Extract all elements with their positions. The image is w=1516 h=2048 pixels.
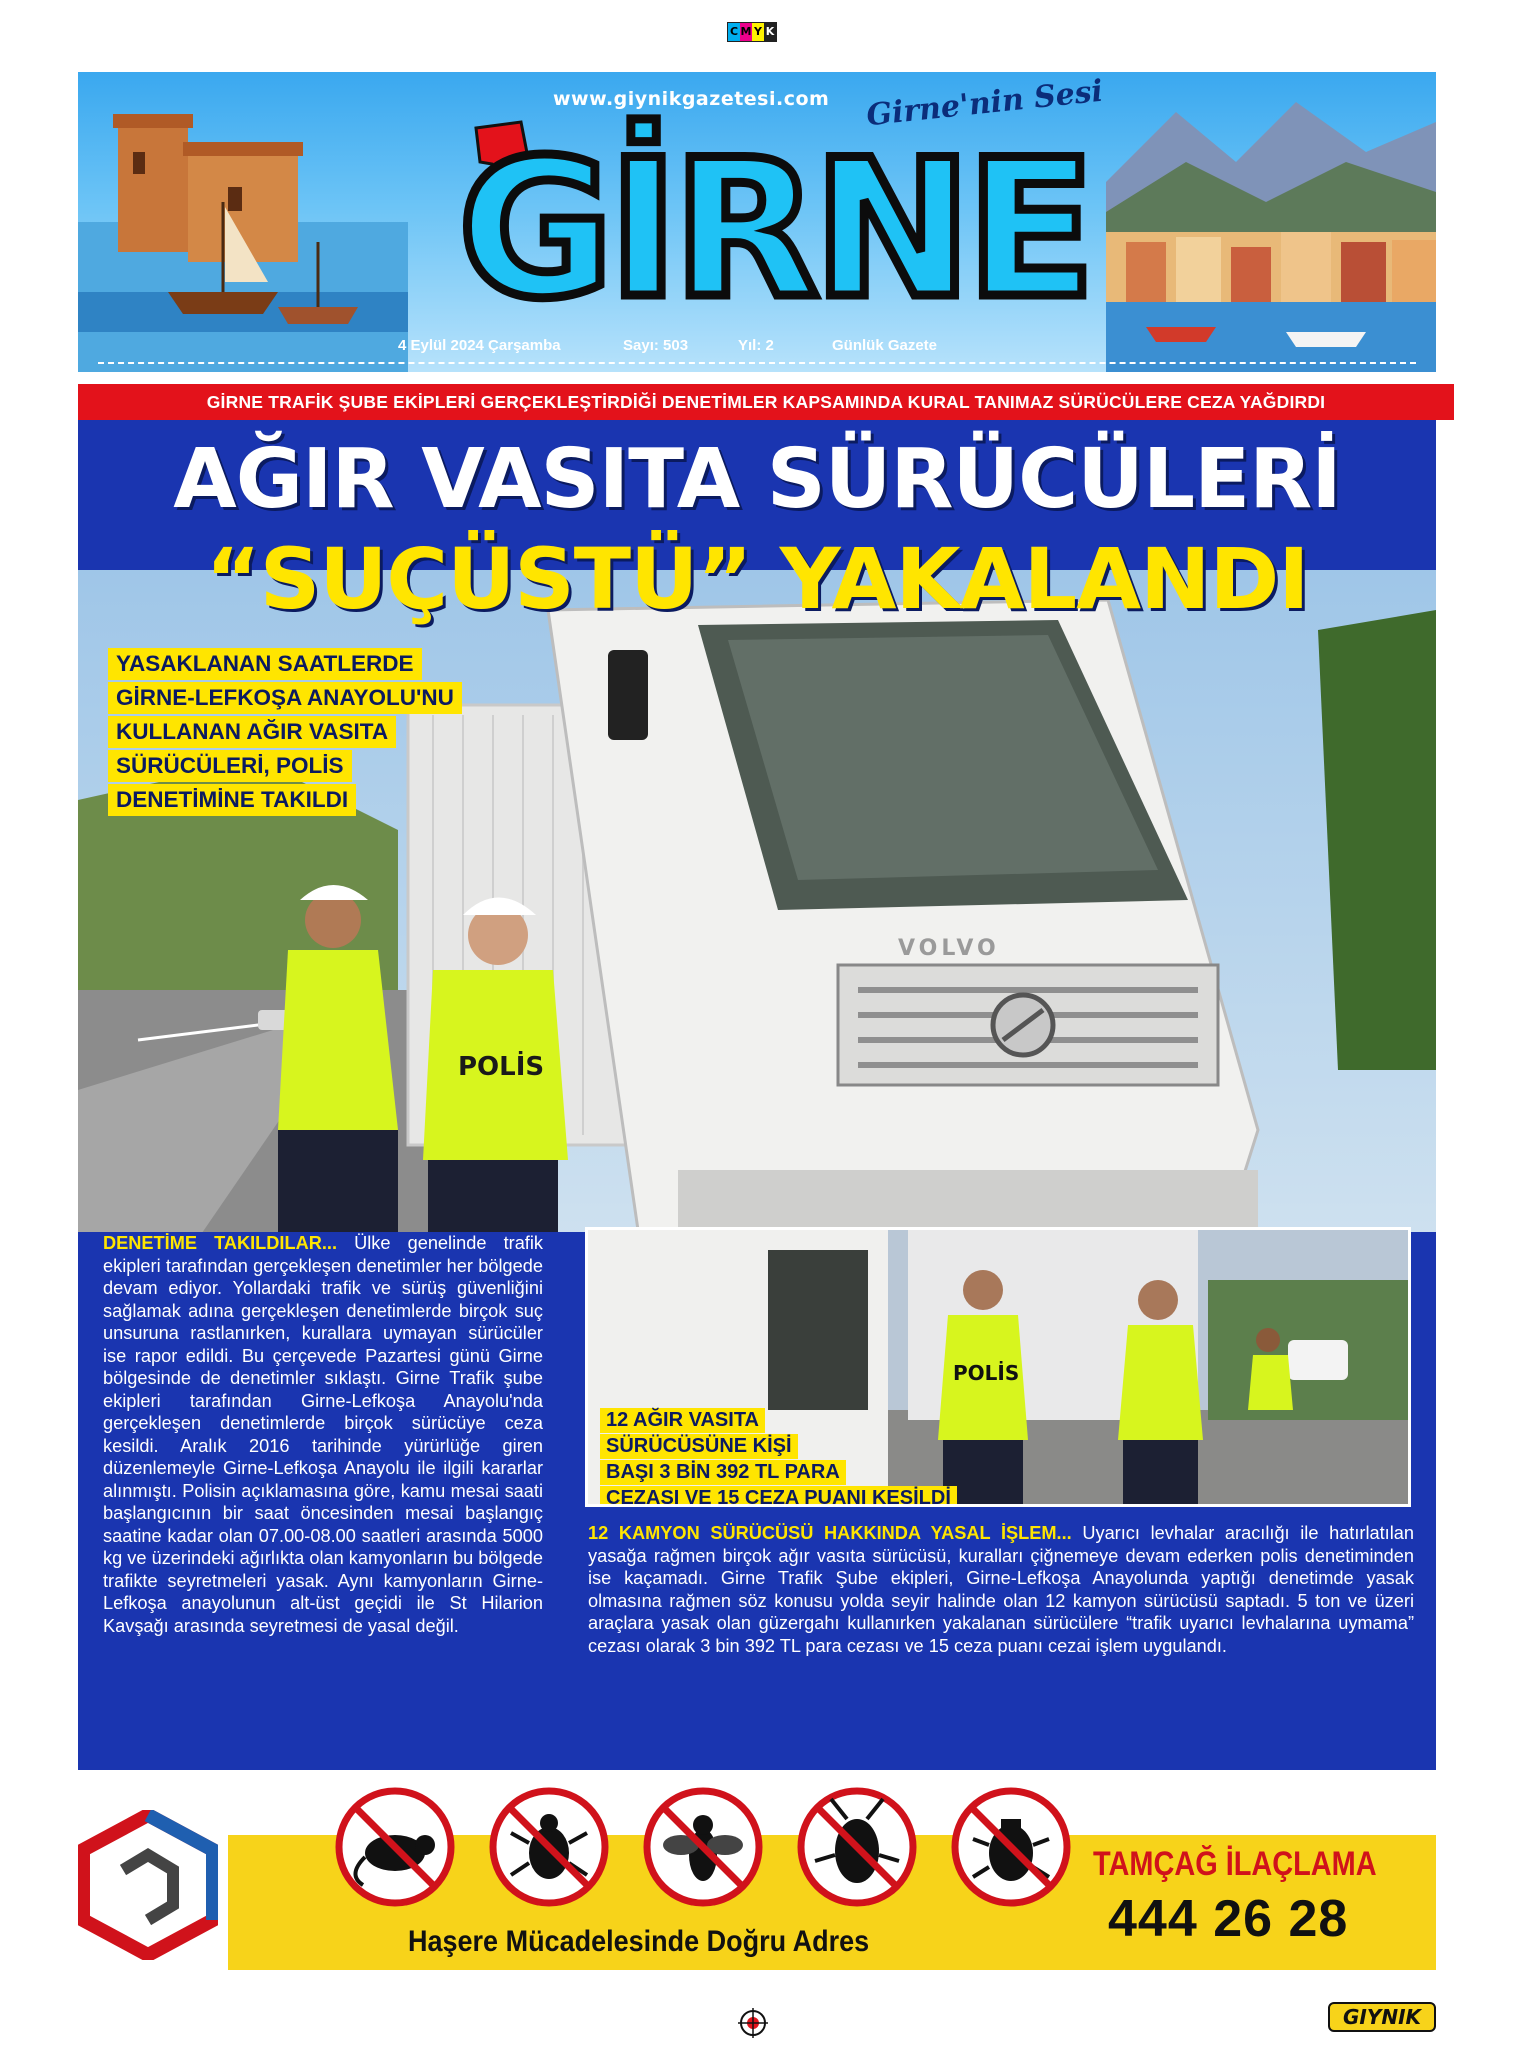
subheadline-line: KULLANAN AĞIR VASITA (108, 716, 396, 748)
headline-line-1: AĞIR VASITA SÜRÜCÜLERİ (173, 432, 1341, 527)
subheadline (108, 648, 462, 818)
right-article-lead: 12 KAMYON SÜRÜCÜSÜ HAKKINDA YASAL İŞLEM... (588, 1523, 1072, 1543)
logo-text: GİRNE (458, 119, 1090, 340)
company-logo-icon (78, 1810, 218, 1960)
inset-caption-line: CEZASI VE 15 CEZA PUANI KESİLDİ (600, 1486, 957, 1507)
ad-slogan: Haşere Mücadelesinde Doğru Adres (408, 1925, 870, 1958)
site-url[interactable]: www.giynikgazetesi.com (553, 88, 830, 110)
issue-year: Yıl: 2 (738, 337, 774, 354)
inset-vest-text: POLİS (953, 1361, 1020, 1385)
subheadline-line: GİRNE-LEFKOŞA ANAYOLU'NU (108, 682, 462, 714)
rat-icon (333, 1785, 457, 1909)
pest-icons (333, 1785, 1073, 1909)
left-article-text: Ülke genelinde trafik ekipleri tarafından gerçekleşen denetimler her bölgede devam ediyor. Yollardaki trafik ve sürüş güvenliğini sağlamak adına gerçekleşen denetimlerde birçok suç unsuruna rastlanırken, kurallara uymayan sürücüler ise rapor edildi. Bu çerçevede Pazartesi günü Girne bölgesinde de denetimler sıklaştı. Girne Trafik şube ekipleri tarafından Girne-Lefkoşa Anayolu'nda gerçekleşen denetimlerde birçok sürücüye ceza kesildi. Aralık 2016 tarihinde yürürlüğe giren düzenlemeyle Girne-Lefkoşa Anayolu ile ilgili kararlar alınmıştı. Polisin açıklamasına göre, kamu mesai saati başlangıcının bir saat öncesinden mesai başlangıç saatine kadar olan 07.00-08.00 saatleri arasında 5000 kg ve üzerindeki ağırlıkta olan kamyonların bu bölgede trafikte seyretmeleri yasak. Aynı kamyonların Girne-Lefkoşa anayolunun alt-üst geçidi ile St Hilarion Kavşağı arasında seyretmesi de yasal değil. (103, 1233, 543, 1636)
article-body (78, 1232, 1436, 1770)
cmyk-k: K (764, 23, 776, 41)
hero-section (78, 420, 1436, 1232)
headline-line-2: “SUÇÜSTÜ” YAKALANDI (205, 530, 1309, 628)
subheadline-line: YASAKLANAN SAATLERDE (108, 648, 422, 680)
inset-caption-line: 12 AĞIR VASITA (600, 1408, 765, 1433)
castle-painting (78, 92, 408, 372)
registration-mark-icon (738, 2008, 768, 2038)
advertisement[interactable] (78, 1785, 1436, 1970)
subheadline-line: DENETİMİNE TAKILDI (108, 784, 356, 816)
inset-caption-line: SÜRÜCÜSÜNE KİŞİ (600, 1434, 798, 1459)
right-article (588, 1522, 1414, 1657)
dashed-divider (98, 362, 1416, 364)
tick-icon (487, 1785, 611, 1909)
ad-brand: TAMÇAĞ İLAÇLAMA (1093, 1845, 1377, 1883)
inset-photo (585, 1227, 1411, 1507)
left-article (103, 1232, 543, 1637)
cmyk-strip (727, 22, 777, 42)
fly-icon (641, 1785, 765, 1909)
cmyk-m: M (740, 23, 752, 41)
cmyk-c: C (728, 23, 740, 41)
issue-date: 4 Eylül 2024 Çarşamba (398, 337, 561, 354)
truck-brand-text: VOLVO (898, 936, 1000, 961)
inset-caption (600, 1408, 957, 1507)
inset-caption-line: BAŞI 3 BİN 392 TL PARA (600, 1460, 846, 1485)
masthead (78, 72, 1436, 372)
cockroach-icon (795, 1785, 919, 1909)
footer-logo: GIYNIK (1328, 2002, 1436, 2032)
right-article-text: Uyarıcı levhalar aracılığı ile hatırlatılan yasağa rağmen birçok ağır vasıta sürücüsü, kuralları çiğnemeye devam ederken polis denetiminden ise kaçamadı. Girne Trafik Şube ekipleri, Girne-Lefkoşa Anayolunda yaptığı denetimde yasak olmasına rağmen söz konusu yolda seyir halinde olan 12 kamyon sürücüsü saptadı. 5 ton ve üzeri araçlara yasak olan güzergahı kullanırken yakalanan sürücülere “trafik uyarıcı levhalarına uymama” cezası olarak 3 bin 392 TL para cezası ve 15 ceza puanı cezai işlem uygulandı. (588, 1523, 1415, 1656)
beetle-icon (949, 1785, 1073, 1909)
ad-phone[interactable]: 444 26 28 (1108, 1890, 1349, 1948)
subheadline-line: SÜRÜCÜLERİ, POLİS (108, 750, 352, 782)
newspaper-logo (378, 120, 1178, 370)
slogan: Girne'nin Sesi (864, 73, 1105, 134)
issue-type: Günlük Gazete (832, 337, 938, 354)
issue-number: Sayı: 503 (623, 337, 689, 354)
vest-text: POLİS (458, 1052, 545, 1082)
red-kicker-bar: GİRNE TRAFİK ŞUBE EKİPLERİ GERÇEKLEŞTİRDİĞİ DENETİMLER KAPSAMINDA KURAL TANIMAZ SÜRÜCÜLERE CEZA YAĞDIRDI (78, 384, 1454, 420)
cmyk-y: Y (752, 23, 764, 41)
left-article-lead: DENETİME TAKILDILAR... (103, 1233, 337, 1253)
